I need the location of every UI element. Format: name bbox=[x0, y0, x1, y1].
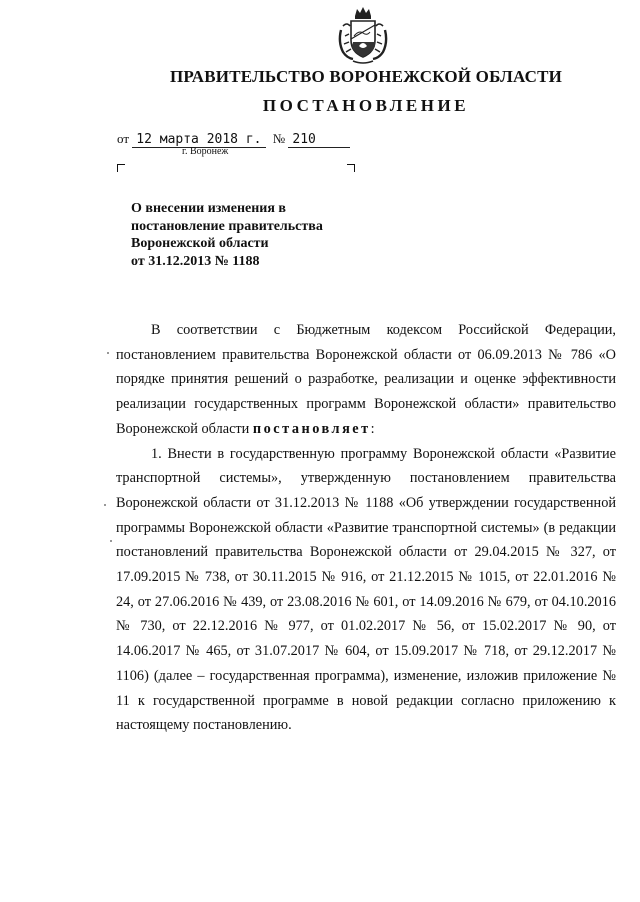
scan-speck bbox=[104, 504, 106, 506]
resolution-keyword: постановляет bbox=[252, 420, 371, 437]
date-number-line bbox=[117, 131, 350, 148]
subject-line: от 31.12.2013 № 1188 bbox=[131, 253, 260, 269]
document-number: 210 bbox=[288, 132, 350, 148]
document-body bbox=[116, 318, 616, 738]
bracket-top-left bbox=[117, 164, 125, 172]
government-title: ПРАВИТЕЛЬСТВО ВОРОНЕЖСКОЙ ОБЛАСТИ bbox=[169, 67, 563, 86]
document-subject bbox=[131, 200, 391, 270]
document-date: 12 марта 2018 г. bbox=[132, 132, 265, 148]
subject-line: Воронежской области bbox=[131, 236, 269, 251]
city-name: г. Воронеж bbox=[182, 146, 229, 157]
date-prefix: от bbox=[117, 131, 130, 146]
scan-speck bbox=[107, 352, 109, 354]
document-type: ПОСТАНОВЛЕНИЕ bbox=[262, 96, 470, 115]
subject-line: постановление правительства bbox=[131, 218, 323, 234]
item-1-paragraph: 1. Внести в государственную программу Воронежской области «Развитие транспортной системы», утвержденную постановлением правительства Воронежской области от 31.12.2013 № 1188 «Об утверждении государственной программы Воронежской области «Развитие транспортной системы» (в редакции постановлений правительства Воронежской области от 29.04.2015 № 327, от 17.09.2015 № 738, от 30.11.2015 № 916, от 21.12.2015 № 1015, от 22.01.2016 № 24, от 27.06.2016 № 439, от 23.08.2016 № 601, от 14.09.2016 № 679, от 04.10.2016 № 730, от 22.12.2016 № 977, от 01.02.2017 № 56, от 15.02.2017 № 90, от 14.06.2017 № 465, от 31.07.2017 № 604, от 15.09.2017 № 718, от 29.12.2017 № 1106) (далее – государственная программа), изменение, изложив приложение № 11 к государственной программе в новой редакции согласно приложению к настоящему постановлению. bbox=[116, 445, 616, 734]
voronezh-coat-of-arms-icon bbox=[333, 6, 393, 66]
bracket-top-right bbox=[347, 164, 355, 172]
preamble-text: В соответствии с Бюджетным кодексом Российской Федерации, постановлением правительства Воронежской области от 06.09.2013 № 786 «О порядке принятия решений о разработке, реализации и оценке эффективности реализации государственных программ Воронежской области» правительство Воронежской области bbox=[116, 322, 616, 437]
subject-line: О внесении изменения в bbox=[131, 201, 286, 216]
number-prefix: № bbox=[272, 131, 286, 146]
preamble-paragraph bbox=[116, 318, 616, 442]
scan-speck bbox=[110, 540, 112, 542]
preamble-end: : bbox=[370, 420, 375, 437]
